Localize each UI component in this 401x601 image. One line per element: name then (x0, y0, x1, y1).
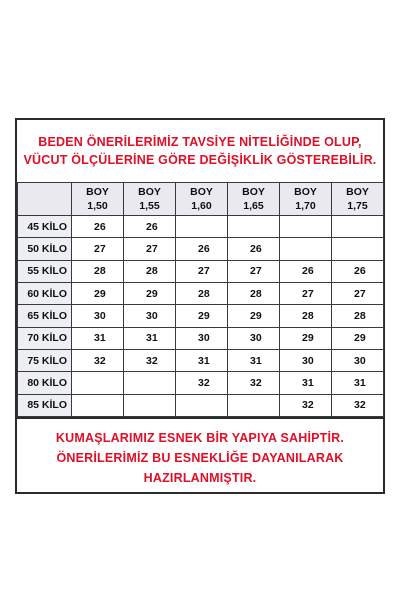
column-label: BOY (138, 186, 161, 198)
table-cell: 31 (228, 349, 280, 371)
table-cell: 30 (176, 327, 228, 349)
table-cell: 26 (332, 260, 384, 282)
table-cell: 28 (72, 260, 124, 282)
table-cell: 27 (228, 260, 280, 282)
column-height: 1,55 (139, 200, 160, 212)
table-header-row (18, 183, 384, 216)
table-cell: 26 (124, 216, 176, 238)
header-notice (17, 120, 383, 182)
table-cell: 28 (332, 305, 384, 327)
table-cell: 32 (72, 349, 124, 371)
table-cell: 27 (72, 238, 124, 260)
size-chart-frame (15, 118, 385, 494)
table-cell (332, 238, 384, 260)
table-cell (124, 372, 176, 394)
footer-line-3: HAZIRLANMIŞTIR. (143, 470, 257, 485)
table-cell: 27 (176, 260, 228, 282)
table-row (18, 260, 384, 282)
table-cell: 26 (176, 238, 228, 260)
table-cell: 31 (280, 372, 332, 394)
size-table (17, 182, 384, 417)
table-cell: 31 (72, 327, 124, 349)
header-line-1: BEDEN ÖNERİLERİMİZ TAVSİYE NİTELİĞİNDE OLUP, (38, 135, 362, 149)
table-cell (72, 394, 124, 416)
column-header (72, 183, 124, 216)
column-label: BOY (346, 186, 369, 198)
table-cell: 29 (176, 305, 228, 327)
column-height: 1,75 (347, 200, 368, 212)
table-cell (280, 238, 332, 260)
table-row (18, 394, 384, 416)
table-cell: 32 (280, 394, 332, 416)
table-cell: 30 (228, 327, 280, 349)
table-cell: 30 (332, 349, 384, 371)
table-cell: 26 (228, 238, 280, 260)
table-cell: 27 (332, 282, 384, 304)
table-row (18, 216, 384, 238)
header-line-2: VÜCUT ÖLÇÜLERİNE GÖRE DEĞİŞİKLİK GÖSTEREBİLİR. (23, 153, 377, 167)
table-row (18, 305, 384, 327)
table-cell: 28 (124, 260, 176, 282)
column-header (228, 183, 280, 216)
table-cell: 29 (228, 305, 280, 327)
table-cell: 31 (332, 372, 384, 394)
table-cell: 32 (228, 372, 280, 394)
column-height: 1,70 (295, 200, 316, 212)
column-header (280, 183, 332, 216)
row-weight-label: 85 KİLO (18, 394, 72, 416)
table-cell (228, 394, 280, 416)
column-label: BOY (190, 186, 213, 198)
footer-line-1: KUMAŞLARIMIZ ESNEK BİR YAPIYA SAHİPTİR. (55, 430, 345, 445)
table-cell (124, 394, 176, 416)
table-row (18, 282, 384, 304)
row-weight-label: 45 KİLO (18, 216, 72, 238)
footer-line-2: ÖNERİLERİMİZ BU ESNEKLİĞE DAYANILARAK (56, 450, 344, 465)
row-weight-label: 65 KİLO (18, 305, 72, 327)
column-label: BOY (294, 186, 317, 198)
table-cell: 28 (176, 282, 228, 304)
footer-notice (17, 417, 383, 496)
column-header (332, 183, 384, 216)
column-height: 1,60 (191, 200, 212, 212)
table-cell: 32 (124, 349, 176, 371)
row-weight-label: 70 KİLO (18, 327, 72, 349)
row-weight-label: 75 KİLO (18, 349, 72, 371)
table-corner-cell (18, 183, 72, 216)
table-cell (72, 372, 124, 394)
table-cell (176, 216, 228, 238)
column-height: 1,65 (243, 200, 264, 212)
table-cell: 29 (332, 327, 384, 349)
row-weight-label: 60 KİLO (18, 282, 72, 304)
table-cell: 31 (124, 327, 176, 349)
table-cell: 32 (176, 372, 228, 394)
row-weight-label: 55 KİLO (18, 260, 72, 282)
table-cell (228, 216, 280, 238)
column-height: 1,50 (87, 200, 108, 212)
table-row (18, 349, 384, 371)
table-cell: 30 (280, 349, 332, 371)
table-cell: 27 (124, 238, 176, 260)
column-label: BOY (86, 186, 109, 198)
table-row (18, 372, 384, 394)
column-label: BOY (242, 186, 265, 198)
table-cell: 26 (280, 260, 332, 282)
table-cell: 29 (72, 282, 124, 304)
table-cell (332, 216, 384, 238)
column-header (124, 183, 176, 216)
table-cell: 32 (332, 394, 384, 416)
table-cell: 27 (280, 282, 332, 304)
column-header (176, 183, 228, 216)
table-cell: 31 (176, 349, 228, 371)
row-weight-label: 50 KİLO (18, 238, 72, 260)
table-cell: 30 (72, 305, 124, 327)
row-weight-label: 80 KİLO (18, 372, 72, 394)
table-row (18, 238, 384, 260)
table-cell: 28 (280, 305, 332, 327)
table-row (18, 327, 384, 349)
table-cell (176, 394, 228, 416)
table-cell: 29 (280, 327, 332, 349)
table-cell (280, 216, 332, 238)
table-cell: 28 (228, 282, 280, 304)
table-cell: 30 (124, 305, 176, 327)
table-cell: 29 (124, 282, 176, 304)
table-cell: 26 (72, 216, 124, 238)
